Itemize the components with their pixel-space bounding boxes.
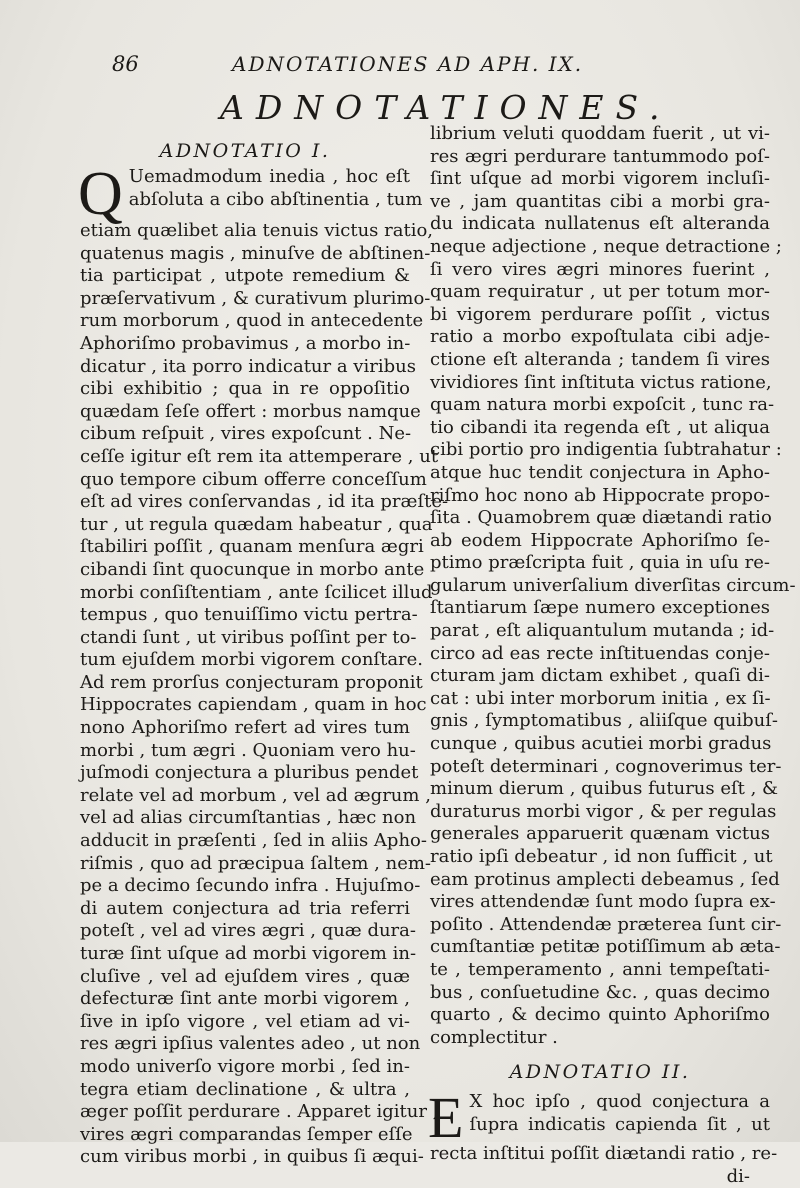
text-line: modo univerſo vigore morbi , ſed in- (80, 1055, 410, 1077)
paragraph-adnotatio-2 (428, 1085, 778, 1166)
text-line: juſmodi conjectura a pluribus pendet (80, 762, 419, 784)
right-column (428, 123, 796, 1188)
right-body-lines (430, 123, 796, 1049)
text-line: cum viribus morbi , in quibus ſi æqui- (80, 1146, 424, 1168)
text-line: recta inſtitui poſſit diætandi ratio , re- (430, 1143, 778, 1165)
text-line: ve , jam quantitas cibi a morbi gra- (430, 190, 770, 212)
text-line: cturam jam dictam exhibet , quaſi di- (430, 665, 770, 687)
text-line: poteſt , vel ad vires ægri , quæ dura- (80, 920, 416, 942)
text-line: ſupra indicatis capienda ſit , ut (469, 1113, 770, 1135)
text-line: quo tempore cibum offerre conceſſum (80, 468, 427, 490)
text-line: ctandi ſunt , ut viribus poſſint per to- (80, 626, 417, 648)
text-line: eſt ad vires conſervandas , id ita præſte- (80, 491, 449, 513)
text-line: nono Aphoriſmo refert ad vires tum (80, 717, 410, 739)
text-line: complectitur . (430, 1026, 558, 1048)
text-line: quarto , & decimo quinto Aphoriſmo (430, 1004, 770, 1026)
left-column (78, 136, 449, 1169)
text-line: librium veluti quoddam fuerit , ut vi- (430, 123, 770, 144)
text-line: riſmis , quo ad præcipua ſaltem , nem- (80, 852, 432, 874)
text-line: ratio a morbo expoſtulata cibi adje- (430, 326, 770, 348)
text-line: vividiores ſint inſtituta victus ratione, (430, 371, 772, 393)
text-line: cibi exhibitio ; qua in re oppoſitio (80, 378, 410, 400)
text-line: gularum univerſalium diverſitas circum- (430, 574, 796, 596)
text-line: ceſſe igitur eſt rem ita attemperare , ut (80, 445, 439, 467)
text-line: pe a decimo ſecundo infra . Hujuſmo- (80, 875, 421, 897)
text-line: adducit in præſenti , ſed in aliis Apho- (80, 830, 427, 852)
text-line: minum dierum , quibus futurus eſt , & (430, 778, 779, 800)
text-line: du indicata nullatenus eſt alteranda (430, 213, 770, 235)
text-line: cibum reſpuit , vires expoſcunt . Ne- (80, 423, 412, 445)
text-line: etiam quælibet alia tenuis victus ratio, (80, 220, 434, 241)
text-line: circo ad eas recte inſtituendas conje- (430, 642, 770, 664)
text-line: abſoluta a cibo abſtinentia , tum (128, 188, 423, 210)
text-line: te , temperamento , anni tempeſtati- (430, 958, 770, 980)
text-line: turæ ſint uſque ad morbi vigorem in- (80, 943, 417, 964)
text-line: tur , ut regula quædam habeatur , qua (80, 513, 433, 535)
text-line: præſervativum , & curativum plurimo- (80, 287, 431, 309)
text-line: bi vigorem perdurare poſſit , victus (430, 303, 770, 325)
drop-cap: Q (78, 160, 123, 228)
text-line: res ægri perdurare tantummodo poſ- (430, 145, 770, 167)
text-line: æger poſſit perdurare . Apparet igitur , (80, 1101, 439, 1123)
drop-cap: E (428, 1085, 464, 1151)
text-line: poteſt determinari , cognoverimus ter- (430, 755, 782, 777)
text-line: dicatur , ita porro indicatur a viribus (80, 355, 416, 377)
text-line: vel ad alias circumſtantias , hæc non (80, 807, 417, 829)
text-line: parat , eſt aliquantulum mutanda ; id- (430, 620, 775, 642)
text-line: ſive in ipſo vigore , vel etiam ad vi- (80, 1010, 410, 1032)
section-heading-adnotatio-1: ADNOTATIO I. (159, 140, 331, 162)
running-head: ADNOTATIONES AD APH. IX. (232, 52, 584, 76)
text-line: quam natura morbi expoſcit , tunc ra- (430, 394, 775, 416)
text-line: eam protinus amplecti debeamus , ſed (430, 868, 780, 890)
left-body-lines (80, 220, 449, 1169)
text-line: ſtantiarum ſæpe numero exceptiones (430, 597, 770, 619)
text-line: di autem conjectura ad tria referri (80, 897, 410, 919)
text-line: X hoc ipſo , quod conjectura a (469, 1091, 770, 1113)
text-line: morbi , tum ægri . Quoniam vero hu- (80, 739, 416, 761)
text-line: relate vel ad morbum , vel ad ægrum , (80, 784, 431, 806)
page-number: 86 (112, 52, 139, 76)
text-line: cumſtantiæ petitæ potiſſimum ab æta- (430, 936, 781, 958)
text-line: ſint uſque ad morbi vigorem incluſi- (430, 168, 770, 190)
text-line: quatenus magis , minuſve de abſtinen- (80, 242, 431, 264)
page-title: ADNOTATIONES. (220, 88, 672, 127)
text-line: generales apparuerit quænam victus (430, 823, 770, 845)
page-header (112, 52, 752, 82)
text-line: gnis , ſymptomatibus , aliiſque quibuſ- (430, 710, 778, 732)
text-line: cunque , quibus acutiei morbi gradus (430, 733, 772, 755)
text-line: cat : ubi inter morborum initia , ex ſi- (430, 687, 771, 709)
text-line: atque huc tendit conjectura in Apho- (430, 461, 770, 483)
text-line: Uemadmodum inedia , hoc eſt (128, 166, 410, 187)
text-line: tempus , quo tenuiſſimo victu pertra- (80, 604, 418, 626)
text-line: duraturus morbi vigor , & per regulas (430, 800, 777, 822)
text-line: res ægri ipſius valentes adeo , ut non (80, 1033, 421, 1055)
text-line: cibandi ſint quocunque in morbo ante (80, 558, 425, 580)
paragraph-adnotatio-1 (78, 160, 449, 1169)
text-line: tegra etiam declinatione , & ultra , (80, 1078, 410, 1100)
text-line: tum ejuſdem morbi vigorem conſtare. (80, 649, 424, 671)
catchword: di- (726, 1165, 750, 1187)
text-line: tio cibandi ita regenda eſt , ut aliqua (430, 416, 770, 438)
text-line: poſito . Attendendæ præterea ſunt cir- (430, 913, 782, 935)
section-heading-adnotatio-2: ADNOTATIO II. (509, 1061, 691, 1084)
text-line: quædam ſeſe offert : morbus namque (80, 400, 421, 422)
text-line: cluſive , vel ad ejuſdem vires , quæ (80, 965, 410, 987)
text-line: ptimo præſcripta fuit , quia in uſu re- (430, 552, 770, 574)
text-line: vires attendendæ ſunt modo ſupra ex- (430, 891, 776, 913)
text-line: ab eodem Hippocrate Aphoriſmo ſe- (430, 529, 770, 551)
text-line: ctione eſt alteranda ; tandem ſi vires (430, 348, 770, 370)
text-line: bus , conſuetudine &c. , quas decimo (430, 981, 770, 1003)
text-line: riſmo hoc nono ab Hippocrate propo- (430, 484, 770, 506)
text-line: quam requiratur , ut per totum mor- (430, 281, 770, 303)
text-line: rum morborum , quod in antecedente (80, 310, 424, 332)
text-line: ſita . Quamobrem quæ diætandi ratio (430, 507, 772, 529)
text-line: Ad rem prorſus conjecturam proponit (80, 671, 423, 693)
text-line: neque adjectione , neque detractione ; (430, 235, 782, 257)
text-line: cibi portio pro indigentia ſubtrahatur : (430, 439, 782, 461)
text-line: ſtabiliri poſſit , quanam menſura ægri (80, 536, 424, 558)
text-line: vires ægri comparandas ſemper eſſe (80, 1123, 413, 1145)
text-line: Aphoriſmo probavimus , a morbo in- (80, 332, 411, 354)
text-line: tia participat , utpote remedium & (80, 265, 410, 287)
text-line: Hippocrates capiendam , quam in hoc (80, 694, 427, 716)
text-line: ratio ipſi debeatur , id non ſufficit , ut (430, 846, 773, 867)
text-line: ſi vero vires ægri minores fuerint , (430, 258, 770, 280)
text-line: defecturæ ſint ante morbi vigorem , (80, 988, 410, 1010)
text-line: morbi conſiſtentiam , ante ſcilicet illud (80, 581, 433, 603)
